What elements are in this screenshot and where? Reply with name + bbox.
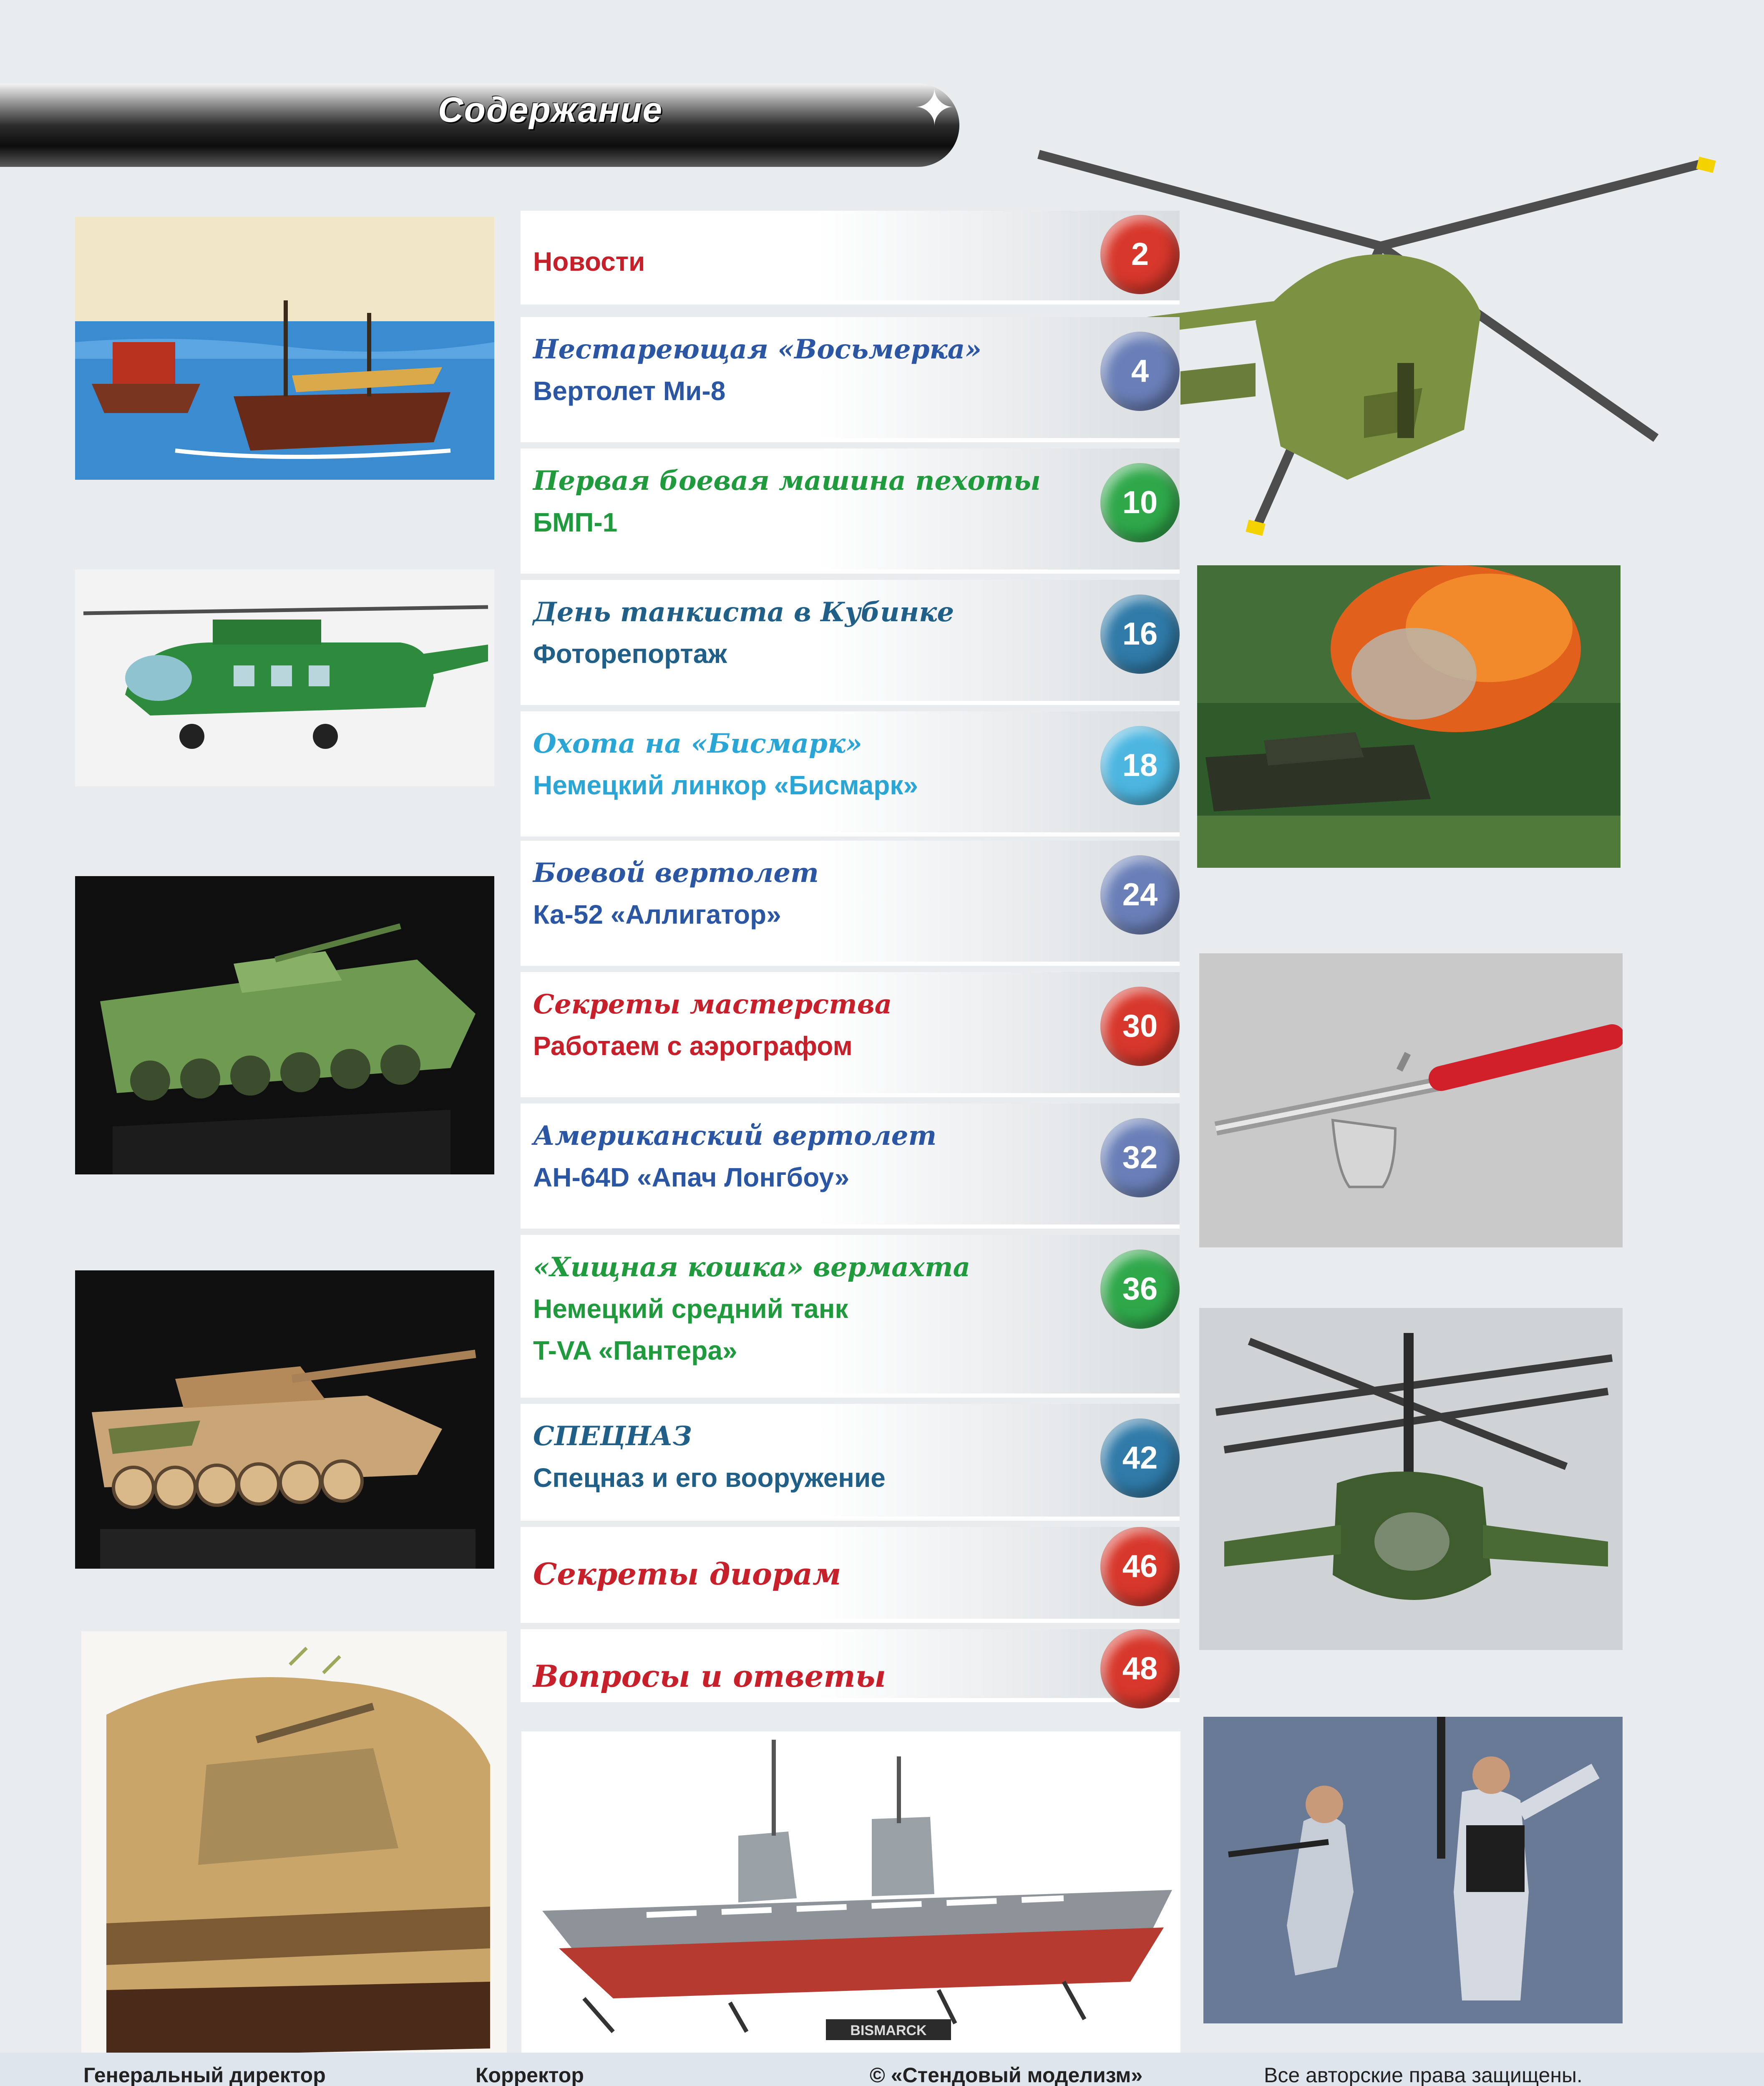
credits-line: Все авторские права защищены. — [1264, 2063, 1583, 2086]
toc-entry[interactable] — [521, 317, 1180, 442]
toc-entry[interactable] — [521, 972, 1180, 1097]
toc-entry[interactable] — [521, 448, 1180, 574]
table-of-contents — [521, 211, 1180, 1702]
toc-kicker: День танкиста в Кубинке — [533, 597, 954, 628]
toc-entry[interactable] — [521, 580, 1180, 705]
page-badge: 36 — [1100, 1250, 1180, 1329]
toc-title: Новости — [533, 247, 645, 277]
page-badge: 46 — [1100, 1527, 1180, 1606]
photo-ka52 — [1199, 1308, 1623, 1650]
page-title: Содержание — [438, 90, 663, 129]
photo-airbrush — [1199, 953, 1623, 1247]
toc-title: БМП-1 — [533, 507, 618, 537]
toc-title: Фоторепортаж — [533, 639, 727, 669]
toc-title: Работаем с аэрографом — [533, 1031, 853, 1061]
photo-spetsnaz-figures — [1203, 1717, 1623, 2023]
toc-entry[interactable] — [521, 711, 1180, 836]
toc-kicker: СПЕЦНАЗ — [533, 1421, 692, 1452]
toc-entry[interactable] — [521, 1235, 1180, 1398]
toc-title: Вопросы и ответы — [533, 1658, 886, 1694]
page-badge: 42 — [1100, 1418, 1180, 1498]
photo-diorama — [81, 1631, 507, 2069]
photo-bismarck-model — [521, 1731, 1180, 2065]
photo-mi8-helicopter — [75, 569, 494, 786]
toc-kicker: Охота на «Бисмарк» — [533, 728, 863, 759]
toc-kicker: Американский вертолет — [533, 1120, 937, 1151]
toc-kicker: Нестареющая «Восьмерка» — [533, 334, 982, 365]
toc-entry[interactable] — [521, 1404, 1180, 1521]
toc-entry[interactable] — [521, 211, 1180, 305]
toc-kicker: Секреты мастерства — [533, 989, 892, 1020]
page-badge: 2 — [1100, 215, 1180, 294]
photo-panther-tank — [75, 1270, 494, 1569]
sparkle-icon: ✦ — [913, 80, 956, 136]
toc-kicker: Первая боевая машина пехоты — [533, 465, 1041, 496]
page-badge: 48 — [1100, 1629, 1180, 1708]
photo-tank-fire — [1197, 565, 1621, 868]
toc-title: Ка-52 «Аллигатор» — [533, 899, 781, 930]
credits-line: Корректор — [476, 2063, 584, 2086]
credits-column-staff — [83, 2063, 331, 2086]
page-badge: 18 — [1100, 726, 1180, 805]
page-badge: 24 — [1100, 855, 1180, 935]
toc-entry[interactable] — [521, 841, 1180, 966]
toc-title: Секреты диорам — [533, 1556, 841, 1592]
photo-bmp1 — [75, 876, 494, 1174]
credits-column-registration — [870, 2063, 1212, 2086]
credits-line: © «Стендовый моделизм» — [870, 2063, 1143, 2086]
toc-entry[interactable] — [521, 1527, 1180, 1623]
credits-line: Генеральный директор — [83, 2063, 326, 2086]
page-badge: 32 — [1100, 1118, 1180, 1197]
toc-title: Немецкий линкор «Бисмарк» — [533, 770, 918, 800]
toc-title-line2: T-VA «Пантера» — [533, 1335, 737, 1365]
credits-column-photo — [476, 2063, 769, 2086]
toc-title: AH-64D «Апач Лонгбоу» — [533, 1162, 850, 1192]
bismarck-nameplate: BISMARCK — [850, 2023, 927, 2038]
page-badge: 10 — [1100, 463, 1180, 542]
toc-entry[interactable] — [521, 1629, 1180, 1702]
toc-entry[interactable] — [521, 1103, 1180, 1229]
page-badge: 30 — [1100, 987, 1180, 1066]
photo-greek-ships — [75, 217, 494, 480]
toc-kicker: Боевой вертолет — [533, 857, 819, 889]
toc-title: Спецназ и его вооружение — [533, 1463, 886, 1493]
credits-column-rights — [1264, 2063, 1651, 2086]
toc-kicker: «Хищная кошка» вермахта — [533, 1252, 971, 1283]
page-badge: 4 — [1100, 332, 1180, 411]
toc-title: Немецкий средний танк — [533, 1294, 848, 1324]
page-badge: 16 — [1100, 595, 1180, 674]
toc-title: Вертолет Ми-8 — [533, 376, 726, 406]
